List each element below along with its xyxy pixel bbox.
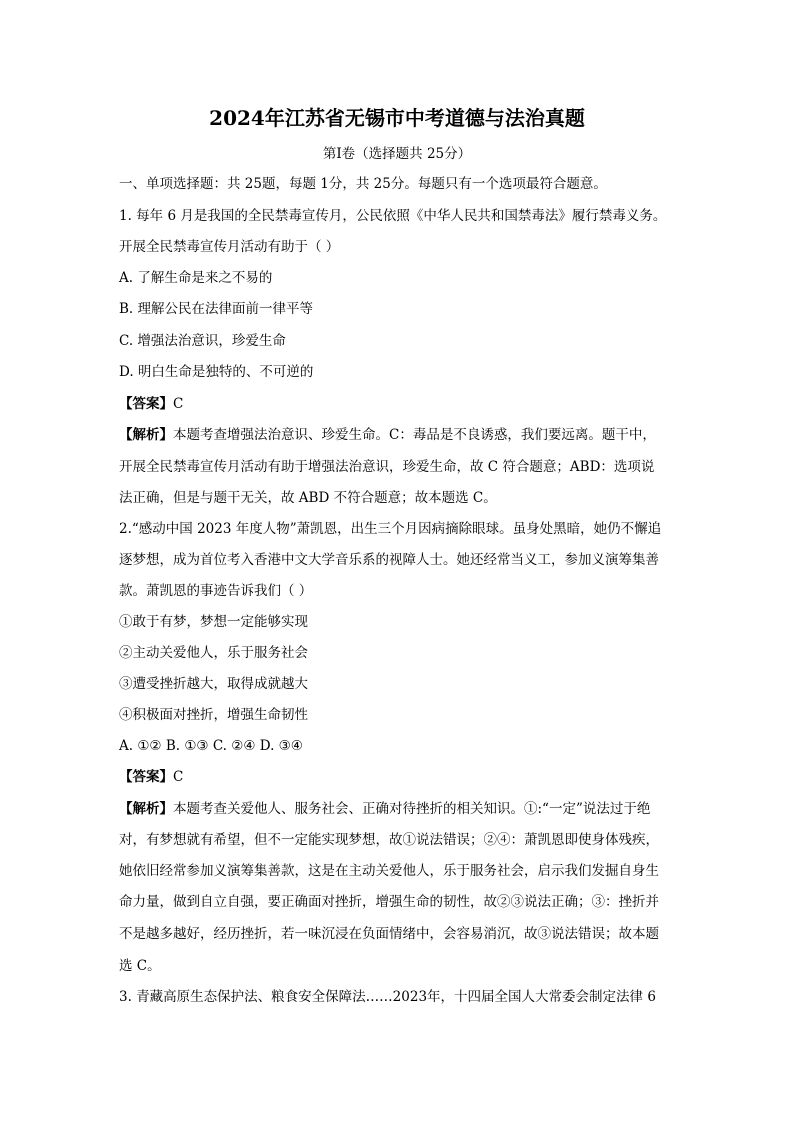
- q1-option-a: A. 了解生命是来之不易的: [119, 270, 273, 286]
- q2-analysis-line-1: [119, 799, 650, 819]
- q2-analysis-label: 【解析】: [119, 801, 173, 817]
- q1-analysis-line-2: 开展全民禁毒宣传月活动有助于增强法治意识，珍爱生命，故 C 符合题意；ABD：选项说: [119, 459, 655, 475]
- q1-option-b: B. 理解公民在法律面前一律平等: [119, 301, 314, 317]
- q1-stem-line-1: 1. 每年 6 月是我国的全民禁毒宣传月，公民依照《中华人民共和国禁毒法》履行禁毒义务。: [119, 208, 667, 224]
- section-heading: 一、单项选择题：共 25题，每题 1分，共 25分。每题只有一个选项最符合题意。: [119, 176, 607, 192]
- q1-answer-value: C: [173, 396, 184, 412]
- q2-analysis-line-3: 她依旧经常参加义演筹集善款，这是在主动关爱他人，乐于服务社会，启示我们发掘自身生: [119, 863, 659, 879]
- q2-analysis-text-1: 本题考查关爱他人、服务社会、正确对待挫折的相关知识。①:“一定”说法过于绝: [173, 801, 651, 817]
- q2-analysis-line-5: 不是越多越好，经历挫折，若一味沉浸在负面情绪中，会容易消沉，故③说法错误；故本题: [119, 926, 659, 942]
- q1-answer-label: 【答案】: [119, 396, 173, 412]
- q1-stem-line-2: 开展全民禁毒宣传月活动有助于（ ）: [119, 239, 340, 255]
- q2-answer: [119, 767, 183, 787]
- q1-analysis-line-3: 法正确，但是与题干无关，故 ABD 不符合题意；故本题选 C。: [119, 490, 497, 506]
- q2-analysis-line-6: 选 C。: [119, 958, 161, 974]
- q1-analysis-label: 【解析】: [119, 427, 173, 443]
- q1-analysis-text-1: 本题考查增强法治意识、珍爱生命。C：毒品是不良诱惑，我们要远离。题干中，: [173, 427, 656, 443]
- q2-item-3: ③遭受挫折越大，取得成就越大: [119, 676, 308, 692]
- q2-stem-line-1: 2.“感动中国 2023 年度人物”萧凯恩，出生三个月因病摘除眼球。虽身处黑暗，她仍不懈追: [119, 521, 662, 537]
- q2-analysis-line-2: 对，有梦想就有希望，但不一定能实现梦想，故①说法错误；②④：萧凯恩即使身体残疾，: [119, 832, 659, 848]
- document-title: 2024年江苏省无锡市中考道德与法治真题: [209, 106, 585, 130]
- q1-option-c: C. 增强法治意识，珍爱生命: [119, 333, 286, 349]
- q3-stem-line-1: 3. 青藏高原生态保护法、粮食安全保障法……2023年，十四届全国人大常委会制定法律 6: [119, 989, 656, 1005]
- q1-answer: [119, 394, 183, 414]
- q2-stem-line-3: 款。萧凯恩的事迹告诉我们（ ）: [119, 583, 313, 599]
- q2-stem-line-2: 逐梦想，成为首位考入香港中文大学音乐系的视障人士。她还经常当义工，参加义演筹集善: [119, 552, 659, 568]
- q2-answer-label: 【答案】: [119, 769, 173, 785]
- q1-analysis-line-1: [119, 425, 656, 445]
- q2-item-1: ①敢于有梦，梦想一定能够实现: [119, 614, 308, 630]
- q2-item-2: ②主动关爱他人，乐于服务社会: [119, 645, 308, 661]
- document-subtitle: 第Ⅰ卷（选择题共 25分）: [322, 146, 472, 162]
- q2-item-4: ④积极面对挫折，增强生命韧性: [119, 707, 308, 723]
- q1-option-d: D. 明白生命是独特的、不可逆的: [119, 364, 314, 380]
- q2-answer-value: C: [173, 769, 184, 785]
- q2-analysis-line-4: 命力量，做到自立自强，要正确面对挫折，增强生命的韧性，故②③说法正确；③：挫折并: [119, 894, 659, 910]
- q2-options: A. ①② B. ①③ C. ②④ D. ③④: [119, 738, 303, 754]
